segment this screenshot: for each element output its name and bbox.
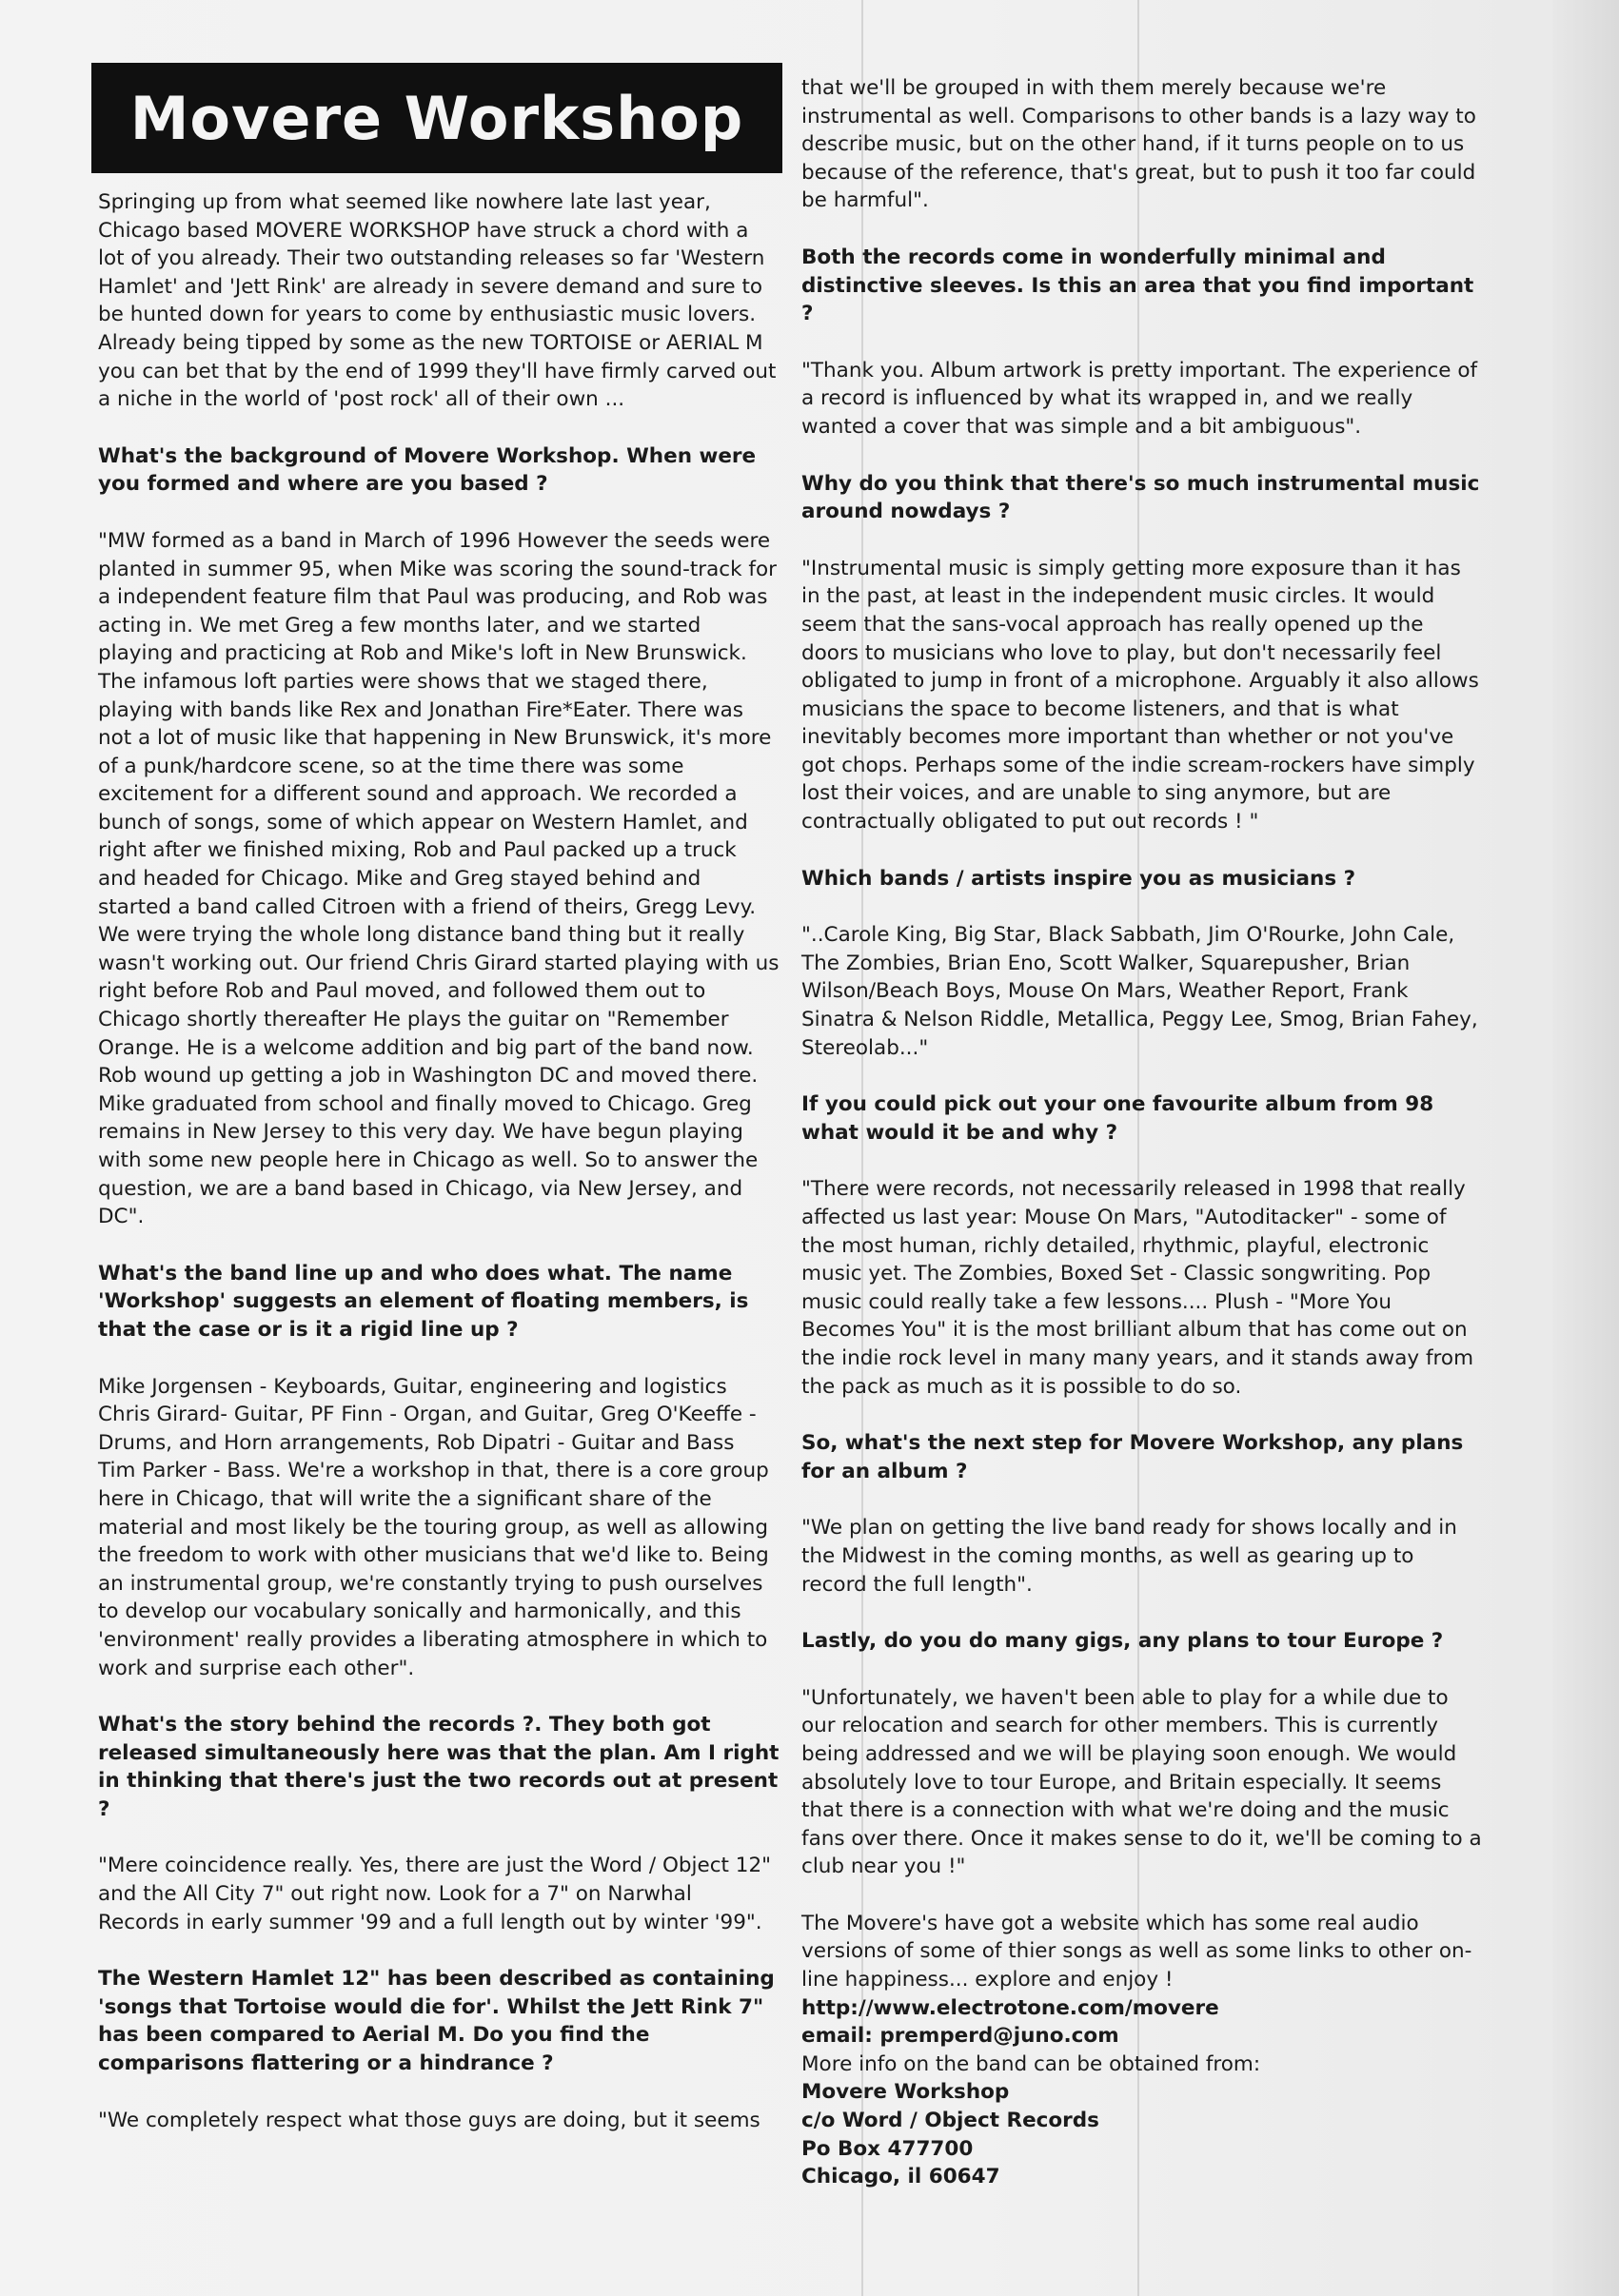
right-column (801, 74, 1485, 2191)
address-po-box: Po Box 477700 (801, 2136, 974, 2161)
interview-answer: that we'll be grouped in with them merely because we're instrumental as well. Comparisons to other bands is a lazy way to describe music, but on the other hand, if it turns people on to us because of the reference, that's great, but to push it too far could be harmful". (801, 76, 1476, 213)
interview-answer: "There were records, not necessarily released in 1998 that really affected us last year: Mouse On Mars, "Autoditacker" - some of the most human, richly detailed, rhythmic, playful, electronic music yet. The Zombies, Boxed Set - Classic songwriting. Pop music could really take a few lessons.... Plush - "More You Becomes You" it is the most brilliant album that has come out on the indie rock level in many many years, and it stands away from the pack as much as it is possible to do so. (801, 1177, 1474, 1399)
left-column (98, 188, 780, 2134)
interview-question: Lastly, do you do many gigs, any plans to tour Europe ? (801, 1629, 1444, 1654)
interview-question: Why do you think that there's so much instrumental music around nowdays ? (801, 471, 1480, 524)
interview-question: Both the records come in wonderfully minimal and distinctive sleeves. Is this an area that you find important ? (801, 245, 1474, 326)
interview-question: What's the band line up and who does what. The name 'Workshop' suggests an element of floating members, is that the case or is it a rigid line up ? (98, 1261, 749, 1342)
address-city: Chicago, il 60647 (801, 2165, 1000, 2189)
interview-answer: "Mere coincidence really. Yes, there are just the Word / Object 12" and the All City 7" out right now. Look for a 7" on Narwhal Records in early summer '99 and a full length out by winter '99". (98, 1854, 772, 1934)
interview-question: So, what's the next step for Movere Workshop, any plans for an album ? (801, 1431, 1464, 1483)
contact-intro: The Movere's have got a website which has some real audio versions of some of thier songs as well as some links to other on-line happiness... explore and enjoy ! (801, 1911, 1472, 1992)
interview-question: If you could pick out your one favourite album from 98 what would it be and why ? (801, 1092, 1434, 1145)
email-link[interactable]: email: premperd@juno.com (801, 2024, 1119, 2049)
interview-question: The Western Hamlet 12" has been described as containing 'songs that Tortoise would die for'. Whilst the Jett Rink 7" has been compared to Aerial M. Do you find the comparisons flattering or a hindrance ? (98, 1967, 775, 2076)
interview-answer: "..Carole King, Big Star, Black Sabbath, Jim O'Rourke, John Cale, The Zombies, Brian Eno, Scott Walker, Squarepusher, Brian Wilson/Beach Boys, Mouse On Mars, Weather Report, Frank Sinatra & Nelson Riddle, Metallica, Peggy Lee, Smog, Brian Fahey, Stereolab..." (801, 923, 1478, 1060)
interview-answer: "Unfortunately, we haven't been able to play for a while due to our relocation and search for other members. This is currently being addressed and we will be playing soon enough. We would absolutely love to tour Europe, and Britain especially. It seems that there is a connection with what we're doing and the music fans over there. Once it makes sense to do it, we'll be coming to a club near you !" (801, 1685, 1482, 1879)
adjacent-page-edge (1552, 0, 1619, 2296)
interview-answer: "Thank you. Album artwork is pretty important. The experience of a record is influenced by what its wrapped in, and we really wanted a cover that was simple and a bit ambiguous". (801, 358, 1478, 439)
interview-answer: "Instrumental music is simply getting more exposure than it has in the past, at least in the independent music circles. It would seem that the sans-vocal approach has really opened up the doors to musicians who love to play, but don't necessarily feel obligated to jump in front of a microphone. Arguably it also allows musicians the space to become listeners, and that is what inevitably becomes more important than whether or not you've got chops. Perhaps some of the indie scream-rockers have simply lost their voices, and are unable to sing anymore, but are contractually obligated to put out records ! " (801, 556, 1479, 834)
more-info-text: More info on the band can be obtained from: (801, 2051, 1261, 2076)
interview-answer: "We completely respect what those guys are doing, but it seems (98, 2108, 760, 2132)
interview-question: What's the background of Movere Workshop. When were you formed and where are you based ? (98, 443, 757, 497)
address-name: Movere Workshop (801, 2080, 1010, 2105)
interview-answer: "MW formed as a band in March of 1996 However the seeds were planted in summer 95, when Mike was scoring the sound-track for a independent feature film that Paul was producing, and Rob was acting in. We met Greg a few months later, and we started playing and practicing at Rob and Mike's loft in New Brunswick. The infamous loft parties were shows that we staged there, playing with bands like Rex and Jonathan Fire*Eater. There was not a lot of music like that happening in New Brunswick, it's more of a punk/hardcore scene, so at the time there was some excitement for a different sound and approach. We recorded a bunch of songs, some of which appear on Western Hamlet, and right after we finished mixing, Rob and Paul packed up a truck and headed for Chicago. Mike and Greg stayed behind and started a band called Citroen with a friend of theirs, Gregg Levy. We were trying the whole long distance band thing but it really wasn't working out. Our friend Chris Girard started playing with us right before Rob and Paul moved, and followed them out to Chicago shortly thereafter He plays the guitar on "Remember Orange. He is a welcome addition and big part of the band now. Rob wound up getting a job in Washington DC and moved there. Mike graduated from school and finally moved to Chicago. Greg remains in New Jersey to this very day. We have begun playing with some new people here in Chicago as well. So to answer the question, we are a band based in Chicago, via New Jersey, and DC". (98, 528, 780, 1229)
website-link[interactable]: http://www.electrotone.com/movere (801, 1995, 1219, 2020)
interview-answer: Mike Jorgensen - Keyboards, Guitar, engineering and logistics Chris Girard- Guitar, PF Finn - Organ, and Guitar, Greg O'Keeffe - Drums, and Horn arrangements, Rob Dipatri - Guitar and Bass Tim Parker - Bass. We're a workshop in that, there is a core group here in Chicago, that will write the a significant share of the material and most likely be the touring group, as well as allowing the freedom to work with other musicians that we'd like to. Being an instrumental group, we're constantly trying to push ourselves to develop our vocabulary sonically and harmonically, and this 'environment' really provides a liberating atmosphere in which to work and surprise each other". (98, 1374, 769, 1680)
article-title: Movere Workshop (91, 63, 782, 173)
interview-question: What's the story behind the records ?. They both got released simultaneously here was that the plan. Am I right in thinking that there's just the two records out at present ? (98, 1713, 780, 1821)
address-care-of: c/o Word / Object Records (801, 2109, 1099, 2133)
interview-answer: "We plan on getting the live band ready for shows locally and in the Midwest in the coming months, as well as gearing up to record the full length". (801, 1516, 1457, 1597)
intro-paragraph: Springing up from what seemed like nowhere late last year, Chicago based MOVERE WORKSHOP have struck a chord with a lot of you already. Their two outstanding releases so far 'Western Hamlet' and 'Jett Rink' are already in severe demand and sure to be hunted down for years to come by enthusiastic music lovers. Already being tipped by some as the new TORTOISE or AERIAL M you can bet that by the end of 1999 they'll have firmly carved out a niche in the world of 'post rock' all of their own ... (98, 190, 777, 412)
interview-question: Which bands / artists inspire you as musicians ? (801, 866, 1356, 891)
